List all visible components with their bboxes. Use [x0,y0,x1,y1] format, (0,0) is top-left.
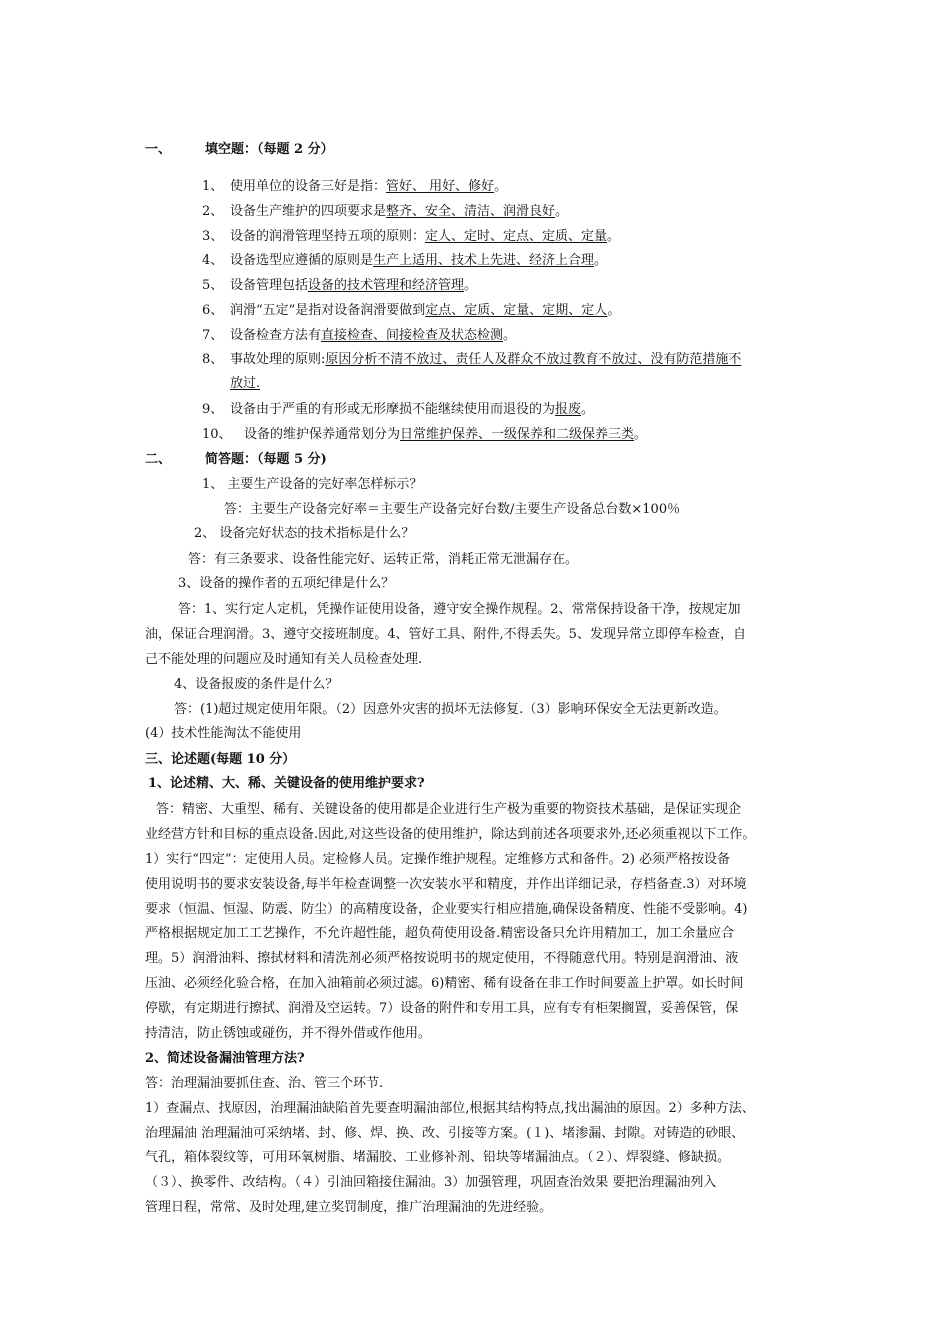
item-number: 2、 [202,204,224,219]
essay-answer-2-line-4: （３）、换零件、改结构。（４）引油回箱接住漏油。3）加强管理，巩固查治效果 要把治理漏油列入 [145,1175,717,1190]
section3-heading: 三、论述题(每题 10 分） [145,752,296,767]
item-answer: 报废 [555,402,582,417]
essay-question-1: 1、论述精、大、稀、关键设备的使用维护要求? [148,776,425,791]
short-question-3: 3、设备的操作者的五项纪律是什么？ [178,576,395,591]
section2-title: 简答题：（每题 5 分) [205,452,327,467]
short-answer-3-line-1: 答：1、实行定人定机，凭操作证使用设备，遵守安全操作规程。2、常常保持设备干净，按规定加 [178,602,741,617]
item-number: 6、 [202,303,224,318]
item-question: 设备由于严重的有形或无形摩损不能继续使用而退役的为 [230,402,556,417]
short-question-1: 1、 主要生产设备的完好率怎样标示？ [202,477,423,492]
short-answer-3-line-3: 己不能处理的问题应及时通知有关人员检查处理. [145,652,423,667]
item-number: 7、 [202,328,224,343]
fill-item-5 [202,277,477,295]
item-answer: 定人、定时、定点、定质、定量 [425,229,608,244]
item-number: 4、 [202,253,224,268]
essay-answer-1-line-4: 使用说明书的要求安装设备,每半年检查调整一次安装水平和精度，并作出详细记录，存档备查.3）对环境 [145,877,747,892]
item-question: 使用单位的设备三好是指： [230,179,387,194]
item-question: 设备的润滑管理坚持五项的原则： [230,229,426,244]
item-answer: 定点、定质、定量、定期、定人 [425,303,608,318]
essay-answer-2-line-1: 1）查漏点、找原因，治理漏油缺陷首先要查明漏油部位,根据其结构特点,找出漏油的原因。2）多种方法、 [145,1101,755,1116]
item-punct: 。 [607,229,621,244]
short-answer-1: 答：主要生产设备完好率＝主要生产设备完好台数/主要生产设备总台数×100％ [224,502,681,517]
essay-answer-1-line-7: 理。5）润滑油料、擦拭材料和清洗剂必须严格按说明书的规定使用，不得随意代用。特别是润滑油、液 [145,951,739,966]
fill-item-4 [202,252,607,270]
essay-answer-2-line-5: 管理日程，常常、及时处理,建立奖罚制度，推广治理漏油的先进经验。 [145,1200,553,1215]
fill-item-3 [202,228,620,246]
fill-item-1 [202,178,507,196]
short-question-4: 4、设备报废的条件是什么？ [174,677,339,692]
item-number: 5、 [202,278,224,293]
item-question: 事故处理的原则: [230,352,326,367]
short-answer-2: 答：有三条要求、设备性能完好、运转正常，消耗正常无泄漏存在。 [188,552,579,567]
essay-answer-2-intro: 答：治理漏油要抓住查、治、管三个环节. [145,1076,384,1091]
item-answer: 管好、 用好、修好 [386,179,495,194]
fill-item-7 [202,327,516,345]
item-answer: 生产上适用、技术上先进、经济上合理 [373,253,595,268]
essay-answer-1-line-10: 持清洁，防止锈蚀或碰伤，并不得外借或作他用。 [145,1026,432,1041]
essay-answer-1-line-6: 严格根据规定加工工艺操作，不允许超性能，超负荷使用设备.精密设备只允许用精加工，加工余量应合 [145,926,735,941]
item-question: 设备管理包括 [230,278,309,293]
fill-item-8-continued [230,375,260,393]
short-answer-3-line-2: 油，保证合理润滑。3、遵守交接班制度。4、管好工具、附件,不得丢失。5、发现异常立即停车检查，自 [145,627,746,642]
item-question: 设备检查方法有 [230,328,322,343]
fill-item-10 [202,426,647,444]
section1-heading [145,141,334,159]
item-question: 润滑“五定”是指对设备润滑要做到 [230,303,426,318]
item-question: 设备选型应遵循的原则是 [230,253,374,268]
section2-number: 二、 [145,452,172,467]
essay-answer-1-line-1: 答：精密、大重型、稀有、关键设备的使用都是企业进行生产极为重要的物资技术基础，是保证实现企 [156,802,742,817]
item-punct: 。 [555,204,569,219]
item-punct: 。 [464,278,478,293]
item-answer: 日常维护保养、一级保养和二级保养三类 [400,427,635,442]
item-number: 3、 [202,229,224,244]
item-answer: 直接检查、间接检查及状态检测 [321,328,504,343]
essay-answer-1-line-9: 停歇，有定期进行擦拭、润滑及空运转。7）设备的附件和专用工具，应有专有柜架搁置，妥善保管，保 [145,1001,739,1016]
short-answer-4-line-2: (4）技术性能淘汰不能使用 [145,726,302,741]
item-number: 8、 [202,352,224,367]
item-punct: 。 [594,253,608,268]
fill-item-8 [202,351,741,369]
item-number: 9、 [202,402,224,417]
item-answer: 放过. [230,376,261,391]
fill-item-6 [202,302,620,320]
fill-item-9 [202,401,594,419]
section1-number: 一、 [145,142,172,157]
item-punct: 。 [607,303,621,318]
item-answer: 设备的技术管理和经济管理 [308,278,465,293]
item-question: 设备的维护保养通常划分为 [244,427,401,442]
item-punct: 。 [581,402,595,417]
essay-answer-1-line-3: 1）实行“四定”：定使用人员。定检修人员。定操作维护规程。定维修方式和备件。2) 必须严格按设备 [145,852,731,867]
item-answer: 原因分析不清不放过、责任人及群众不放过教育不放过、没有防范措施不 [325,352,742,367]
essay-question-2: 2、简述设备漏油管理方法? [145,1051,305,1066]
item-number: 10、 [202,427,232,442]
short-answer-4-line-1: 答：(1)超过规定使用年限。（2）因意外灾害的损坏无法修复.（3）影响环保安全无法更新改造。 [174,702,727,717]
essay-answer-1-line-2: 业经营方针和目标的重点设备.因此,对这些设备的使用维护，除达到前述各项要求外,还必须重视以下工作。 [145,827,756,842]
short-question-2: 2、 设备完好状态的技术指标是什么？ [194,526,415,541]
item-answer: 整齐、安全、清洁、润滑良好 [386,204,556,219]
item-punct: 。 [494,179,508,194]
essay-answer-2-line-3: 气孔，箱体裂纹等，可用环氧树脂、堵漏胶、工业修补剂、铅块等堵漏油点。（２）、焊裂缝、修缺损。 [145,1150,731,1165]
essay-answer-1-line-8: 压油、必须经化验合格，在加入油箱前必须过滤。6)精密、稀有设备在非工作时间要盖上护罩。如长时间 [145,976,744,991]
item-punct: 。 [503,328,517,343]
section1-title: 填空题：（每题 2 分） [205,142,334,157]
section2-heading [145,451,327,469]
fill-item-2 [202,203,568,221]
essay-answer-2-line-2: 治理漏油 治理漏油可采纳堵、封、修、焊、换、改、引接等方案。(１)、堵渗漏、封隙。对铸造的砂眼、 [145,1126,745,1141]
item-number: 1、 [202,179,224,194]
essay-answer-1-line-5: 要求（恒温、恒湿、防震、防尘）的高精度设备，企业要实行相应措施,确保设备精度、性能不受影响。4) [145,902,748,917]
item-question: 设备生产维护的四项要求是 [230,204,387,219]
item-punct: 。 [634,427,648,442]
